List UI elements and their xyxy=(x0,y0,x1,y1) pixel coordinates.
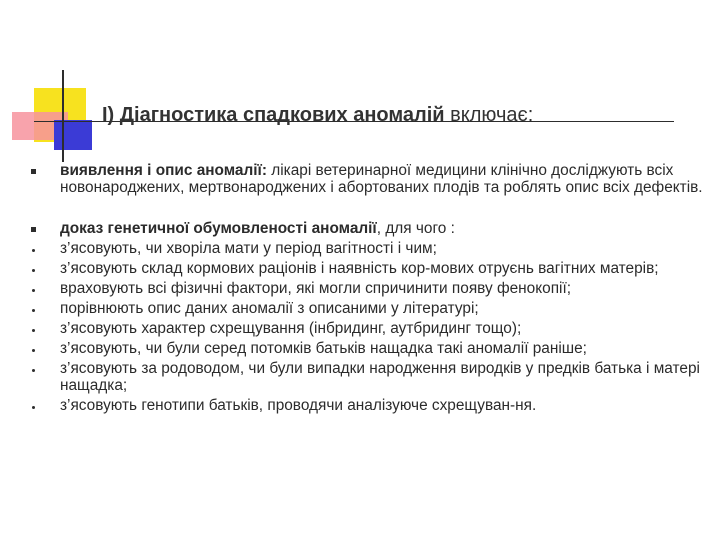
dot-bullet-icon xyxy=(24,360,60,377)
dot-bullet-icon xyxy=(24,320,60,337)
slide-title-rest: включає: xyxy=(444,104,534,126)
list-item-bold: доказ генетичної обумовленості аномалії xyxy=(60,220,377,237)
dot-bullet-icon xyxy=(24,260,60,277)
dot-bullet-icon xyxy=(24,300,60,317)
list-item xyxy=(24,162,704,196)
list-item xyxy=(24,260,704,277)
list-item-text: з’ясовують генотипи батьків, проводячи аналізуюче схрещуван-ня. xyxy=(60,397,537,414)
list-item-text: з’ясовують за родоводом, чи були випадки народження виродків у предків батька і матері нащадка; xyxy=(60,360,700,394)
list-item xyxy=(24,280,704,297)
decorative-vertical-line xyxy=(62,70,64,162)
list-item-text: враховують всі фізичні фактори, які могли спричинити появу фенокопії; xyxy=(60,280,572,297)
list-item xyxy=(24,300,704,317)
list-item-bold: виявлення і опис аномалії: xyxy=(60,162,267,179)
slide-title-bold: І) Діагностика спадкових аномалій xyxy=(102,104,445,126)
list-item xyxy=(24,360,704,394)
list-item xyxy=(24,220,704,237)
list-item-text: з’ясовують, чи хворіла мати у період вагітності і чим; xyxy=(60,240,437,257)
dot-bullet-icon xyxy=(24,397,60,414)
dot-bullet-icon xyxy=(24,280,60,297)
slide-title xyxy=(102,104,533,127)
list-item-text: , для чого : xyxy=(376,220,455,237)
dot-bullet-icon xyxy=(24,240,60,257)
square-bullet-icon xyxy=(24,220,60,237)
list-item-text: з’ясовують, чи були серед потомків батьків нащадка такі аномалії раніше; xyxy=(60,340,587,357)
list-item xyxy=(24,320,704,337)
list-item xyxy=(24,340,704,357)
bullet-list xyxy=(24,162,704,414)
list-item-text: порівнюють опис даних аномалії з описаними у літературі; xyxy=(60,300,479,317)
square-bullet-icon xyxy=(24,162,60,179)
list-item-text: з’ясовують характер схрещування (інбридинг, аутбридинг тощо); xyxy=(60,320,522,337)
list-item xyxy=(24,240,704,257)
decorative-blue-square xyxy=(54,120,92,150)
dot-bullet-icon xyxy=(24,340,60,357)
list-item-text: лікарі ветеринарної медицини клінічно досліджують всіх новонароджених, мертвонароджених і абортованих плодів та роблять опис всіх дефектів. xyxy=(60,162,703,196)
list-item xyxy=(24,397,704,414)
list-item-text: з’ясовують склад кормових раціонів і наявність кор-мових отруєнь вагітних матерів; xyxy=(60,260,659,277)
